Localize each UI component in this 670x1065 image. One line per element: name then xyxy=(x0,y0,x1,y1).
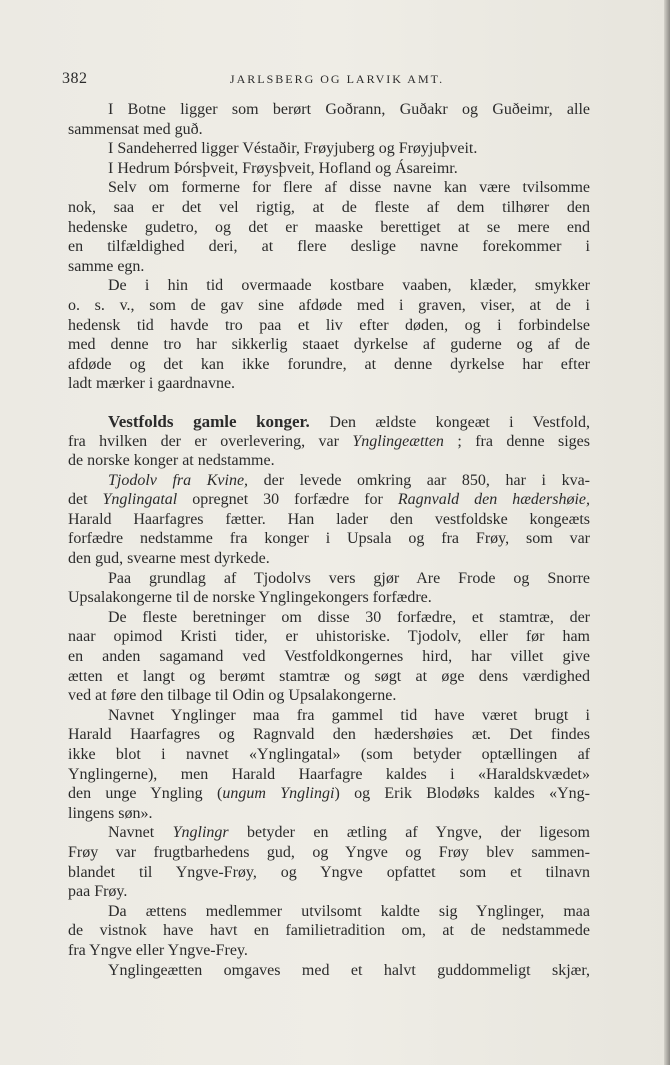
text-line xyxy=(68,335,590,355)
line-text: forfædre nedstamme fra konger i Upsala og fra Frøy, som var xyxy=(68,530,590,548)
text-line xyxy=(68,490,590,510)
line-text: fra Yngve eller Yngve-Frey. xyxy=(68,941,248,959)
line-text: den unge Yngling ( xyxy=(68,785,223,803)
line-text: o. s. v., som de gav sine afdøde med i graven, viser, at de i xyxy=(68,296,590,314)
page-header xyxy=(62,70,612,92)
italic-text: Ragnvald den hædershøie, xyxy=(397,491,590,509)
line-text: Ynglingeætten omgaves med et halvt guddommeligt skjær, xyxy=(108,961,590,979)
text-line xyxy=(68,745,590,765)
line-text: I Sandeherred ligger Véstaðir, Frøyjuberg og Frøyjuþveit. xyxy=(108,140,478,158)
line-text: ætten et langt og berømt stamtræ og søgt at øge dens værdighed xyxy=(68,667,590,685)
text-line xyxy=(68,100,590,120)
section-heading-line xyxy=(68,412,590,432)
line-text: Harald Haarfagres og Ragnvald den hædershøies æt. Det findes xyxy=(68,726,590,744)
line-text: der levede omkring aar 850, har i kva- xyxy=(248,471,590,489)
text-line xyxy=(68,296,590,316)
italic-text: Tjodolv fra Kvine, xyxy=(108,471,249,489)
line-text: De i hin tid overmaade kostbare vaaben, klæder, smykker xyxy=(108,277,590,295)
line-text: ; fra denne siges xyxy=(443,432,590,450)
text-line xyxy=(68,510,590,530)
section-heading: Vestfolds gamle konger. xyxy=(108,411,330,431)
text-line xyxy=(68,725,590,745)
line-text: det xyxy=(68,491,103,509)
line-text: Da ættens medlemmer utvilsomt kaldte sig Ynglinger, maa xyxy=(108,902,590,920)
line-text: en tilfældighed deri, at flere deslige navne forekommer i xyxy=(68,238,590,256)
text-line xyxy=(68,921,590,941)
page-number: 382 xyxy=(62,70,88,87)
text-line xyxy=(68,706,590,726)
text-line xyxy=(68,237,590,257)
line-text: sammensat med guð. xyxy=(68,120,203,138)
line-text: Den ældste kongeæt i Vestfold, xyxy=(329,413,590,431)
line-text: de norske konger at nedstamme. xyxy=(68,452,275,470)
text-line xyxy=(68,529,590,549)
body-text xyxy=(68,100,590,980)
text-line xyxy=(68,276,590,296)
text-line xyxy=(68,863,590,883)
line-text: Paa grundlag af Tjodolvs vers gjør Are Frode og Snorre xyxy=(108,569,590,587)
text-line xyxy=(68,471,590,491)
text-line xyxy=(68,218,590,238)
line-text: blandet til Yngve-Frøy, og Yngve opfattet som et tilnavn xyxy=(68,863,590,881)
text-line xyxy=(68,139,590,159)
text-line xyxy=(68,627,590,647)
line-text: de vistnok have havt en familietradition om, at de nedstammede xyxy=(68,922,590,940)
line-text: ladt mærker i gaardnavne. xyxy=(68,375,236,393)
line-text: en anden sagamand ved Vestfoldkongernes hird, har villet give xyxy=(68,648,590,666)
running-head: JARLSBERG OG LARVIK AMT. xyxy=(229,72,445,86)
line-text: opregnet 30 forfædre for xyxy=(177,491,398,509)
text-line xyxy=(68,432,590,452)
section-gap xyxy=(68,394,590,412)
line-text: Navnet Ynglinger maa fra gammel tid have været brugt i xyxy=(108,706,590,724)
text-line xyxy=(68,120,590,140)
line-text: Selv om formerne for flere af disse navne kan være tvilsomme xyxy=(108,179,590,197)
text-line xyxy=(68,647,590,667)
line-text: hedensk tid havde tro paa et liv efter døden, og i forbindelse xyxy=(68,316,590,334)
text-line xyxy=(68,784,590,804)
text-line xyxy=(68,355,590,375)
text-line xyxy=(68,316,590,336)
text-line xyxy=(68,198,590,218)
line-text: betyder en ætling af Yngve, der ligesom xyxy=(228,824,591,842)
text-line xyxy=(68,159,590,179)
line-text: naar opimod Kristi tider, er uhistoriske. Tjodolv, eller før ham xyxy=(68,628,590,646)
line-text: Harald Haarfagres fætter. Han lader den vestfoldske kongeæts xyxy=(68,510,590,528)
text-line xyxy=(68,902,590,922)
line-text: hedenske gudetro, og det er maaske berettiget at se mere end xyxy=(68,218,590,236)
line-text: Navnet xyxy=(108,824,173,842)
line-text: paa Frøy. xyxy=(68,883,128,901)
line-text: med denne tro har sikkerlig staaet dyrkelse af guderne og af de xyxy=(68,336,590,354)
text-line xyxy=(68,257,590,277)
line-text: ikke blot i navnet «Ynglingatal» (som betyder optællingen af xyxy=(68,746,590,763)
italic-text: Ynglingatal xyxy=(102,491,178,509)
page-edge xyxy=(664,0,670,1065)
line-text: Frøy var frugtbarhedens gud, og Yngve og Frøy blev sammen- xyxy=(68,843,590,861)
line-text: lingens søn». xyxy=(68,804,153,822)
line-text: De fleste beretninger om disse 30 forfædre, et stamtræ, der xyxy=(108,608,590,626)
line-text: ) og Erik Blodøks kaldes «Yng- xyxy=(334,785,590,803)
text-line xyxy=(68,941,590,961)
italic-text: Ynglingr xyxy=(172,824,229,842)
text-line xyxy=(68,451,590,471)
text-line xyxy=(68,667,590,687)
text-line xyxy=(68,549,590,569)
line-text: den gud, svearne mest dyrkede. xyxy=(68,550,270,568)
italic-text: Ynglingeætten xyxy=(352,432,444,450)
line-text: nok, saa er det vel rigtig, at de fleste af dem tilhører den xyxy=(68,198,590,216)
line-text: samme egn. xyxy=(68,257,145,275)
text-line xyxy=(68,961,590,981)
line-text: Upsalakongerne til de norske Ynglingekongers forfædre. xyxy=(68,589,432,607)
text-line xyxy=(68,588,590,608)
line-text: Ynglingerne), men Harald Haarfagre kaldes i «Haraldskvædet» xyxy=(68,765,590,783)
text-line xyxy=(68,765,590,785)
text-line xyxy=(68,823,590,843)
text-line xyxy=(68,804,590,824)
line-text: I Botne ligger som berørt Goðrann, Guðakr og Guðeimr, alle xyxy=(108,101,590,118)
text-line xyxy=(68,178,590,198)
text-line xyxy=(68,569,590,589)
text-line xyxy=(68,843,590,863)
line-text: fra hvilken der er overlevering, var xyxy=(68,432,353,450)
line-text: ved at føre den tilbage til Odin og Upsalakongerne. xyxy=(68,687,397,705)
line-text: I Hedrum Þórsþveit, Frøysþveit, Hofland og Ásareimr. xyxy=(108,159,458,177)
text-line xyxy=(68,686,590,706)
text-line xyxy=(68,608,590,628)
text-line xyxy=(68,882,590,902)
line-text: afdøde og det kan ikke forundre, at denne dyrkelse har efter xyxy=(68,355,590,373)
text-line xyxy=(68,374,590,394)
italic-text: ungum Ynglingi xyxy=(222,785,335,803)
